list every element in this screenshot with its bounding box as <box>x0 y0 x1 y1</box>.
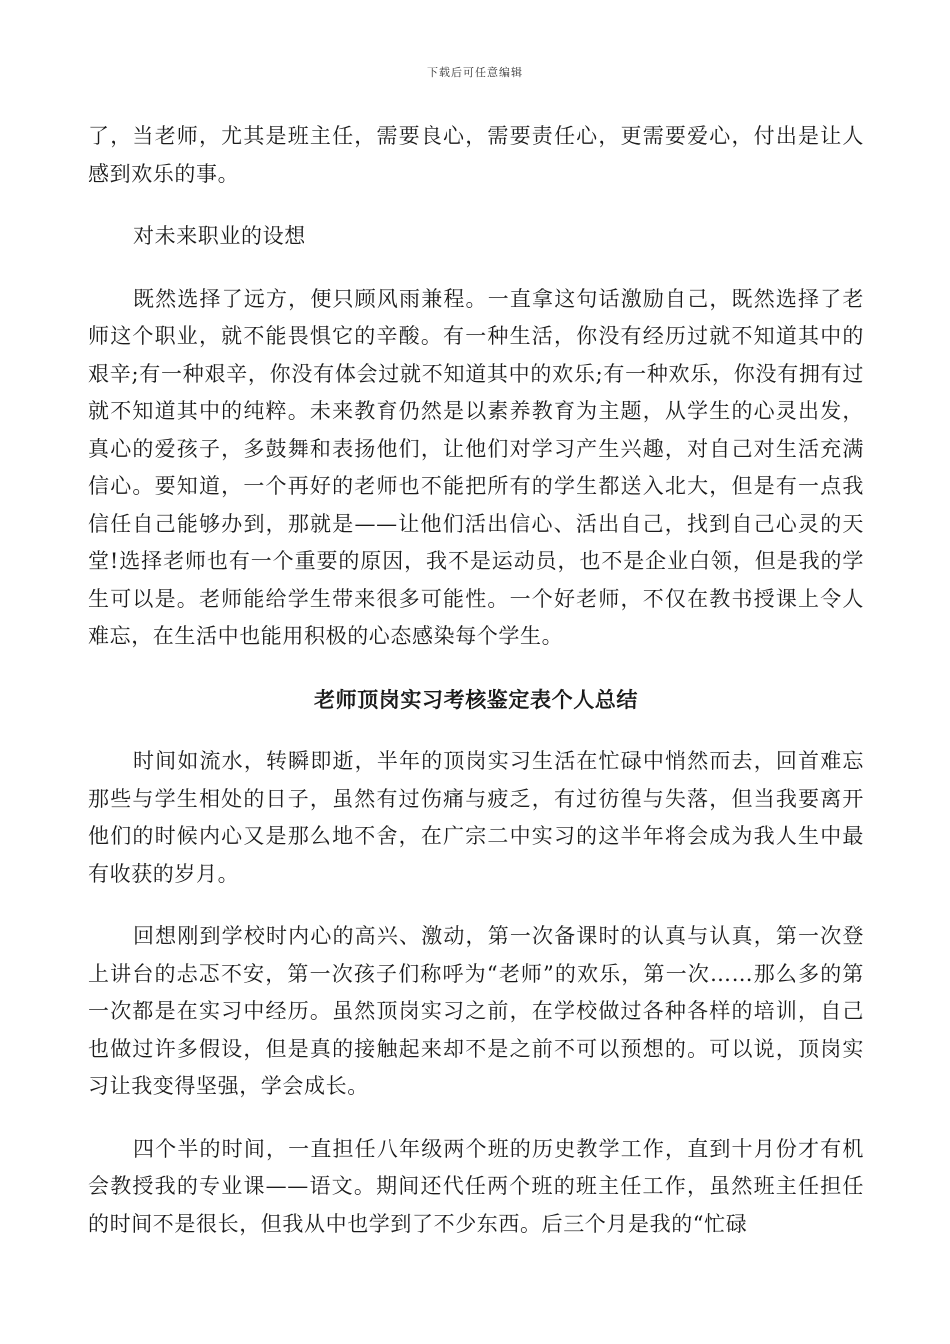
page-header: 下载后可任意编辑 <box>427 66 523 79</box>
document-body <box>88 118 864 1243</box>
paragraph-summary-3: 四个半的时间，一直担任八年级两个班的历史教学工作，直到十月份才有机会教授我的专业课——语文。期间还代任两个班的班主任工作，虽然班主任担任的时间不是很长，但我从中也学到了不少东西。后三个月是我的“忙碌 <box>88 1136 864 1236</box>
paragraph-summary-2: 回想刚到学校时内心的高兴、激动，第一次备课时的认真与认真，第一次登上讲台的忐忑不安，第一次孩子们称呼为“老师”的欢乐，第一次……那么多的第一次都是在实习中经历。虽然顶岗实习之前，在学校做过各种各样的培训，自己也做过许多假设，但是真的接触起来却不是之前不可以预想的。可以说，顶岗实习让我变得坚强，学会成长。 <box>88 924 864 1098</box>
section-title: 老师顶岗实习考核鉴定表个人总结 <box>314 686 638 712</box>
paragraph-future-career: 既然选择了远方，便只顾风雨兼程。一直拿这句话激励自己，既然选择了老师这个职业，就不能畏惧它的辛酸。有一种生活，你没有经历过就不知道其中的艰辛;有一种艰辛，你没有体会过就不知道其中的欢乐;有一种欢乐，你没有拥有过就不知道其中的纯粹。未来教育仍然是以素养教育为主题，从学生的心灵出发，真心的爱孩子，多鼓舞和表扬他们，让他们对学习产生兴趣，对自己对生活充满信心。要知道，一个再好的老师也不能把所有的学生都送入北大，但是有一点我信任自己能够办到，那就是——让他们活出信心、活出自己，找到自己心灵的天堂!选择老师也有一个重要的原因，我不是运动员，也不是企业白领，但是我的学生可以是。老师能给学生带来很多可能性。一个好老师，不仅在教书授课上令人难忘，在生活中也能用积极的心态感染每个学生。 <box>88 286 864 648</box>
paragraph-summary-1: 时间如流水，转瞬即逝，半年的顶岗实习生活在忙碌中悄然而去，回首难忘那些与学生相处的日子，虽然有过伤痛与疲乏，有过彷徨与失落，但当我要离开他们的时候内心又是那么地不舍，在广宗二中实习的这半年将会成为我人生中最有收获的岁月。 <box>88 749 864 886</box>
subheading-future-career: 对未来职业的设想 <box>133 224 306 248</box>
paragraph-continuation: 了，当老师，尤其是班主任，需要良心，需要责任心，更需要爱心，付出是让人感到欢乐的事。 <box>88 124 864 186</box>
